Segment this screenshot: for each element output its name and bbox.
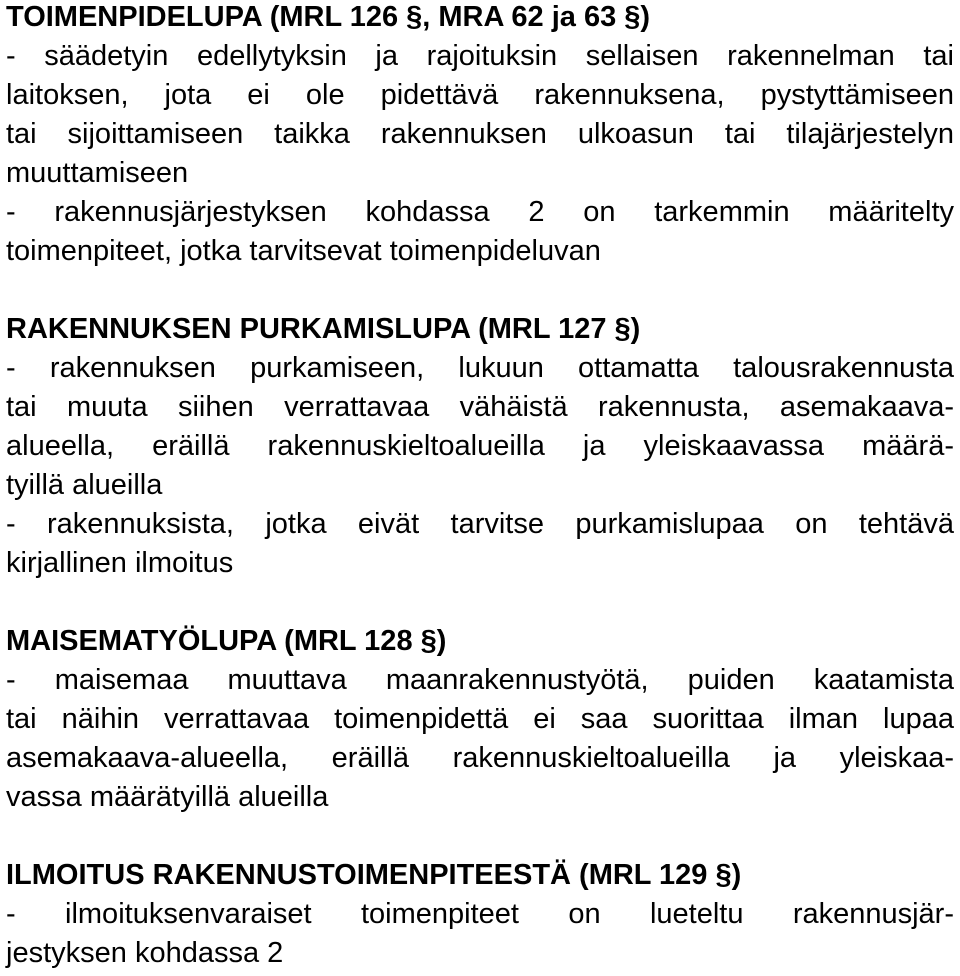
section-heading: RAKENNUKSEN PURKAMISLUPA (MRL 127 §) [6, 313, 641, 345]
paragraph-line: tai muuta siihen verrattavaa vähäistä rakennusta, asemakaava- [6, 391, 954, 423]
section-heading: TOIMENPIDELUPA (MRL 126 §, MRA 62 ja 63 §) [6, 1, 651, 33]
paragraph-line: tyillä alueilla [6, 469, 163, 501]
paragraph-line: toimenpiteet, jotka tarvitsevat toimenpideluvan [6, 235, 601, 267]
paragraph-line: - säädetyin edellytyksin ja rajoituksin sellaisen rakennelman tai [6, 40, 954, 72]
section-heading: MAISEMATYÖLUPA (MRL 128 §) [6, 625, 447, 657]
section-maisematyolupa [6, 622, 954, 817]
paragraph-line: - rakennuksista, jotka eivät tarvitse purkamislupaa on tehtävä [6, 508, 954, 540]
section-spacer [6, 817, 954, 856]
section-purkamislupa [6, 310, 954, 583]
paragraph-line: tai näihin verrattavaa toimenpidettä ei saa suorittaa ilman lupaa [6, 703, 954, 735]
paragraph-line: alueella, eräillä rakennuskieltoalueilla ja yleiskaavassa määrä- [6, 430, 954, 462]
paragraph-line: - rakennuksen purkamiseen, lukuun ottamatta talousrakennusta [6, 352, 954, 384]
paragraph-line: jestyksen kohdassa 2 [6, 937, 284, 969]
paragraph-line: laitoksen, jota ei ole pidettävä rakennuksena, pystyttämiseen [6, 79, 954, 111]
section-ilmoitus [6, 856, 954, 973]
paragraph-line: asemakaava-alueella, eräillä rakennuskieltoalueilla ja yleiskaa- [6, 742, 954, 774]
paragraph-line: muuttamiseen [6, 157, 189, 189]
paragraph-line: kirjallinen ilmoitus [6, 547, 234, 579]
paragraph-line: - maisemaa muuttava maanrakennustyötä, puiden kaatamista [6, 664, 954, 696]
section-heading: ILMOITUS RAKENNUSTOIMENPITEESTÄ (MRL 129 §) [6, 859, 742, 891]
paragraph-line: tai sijoittamiseen taikka rakennuksen ulkoasun tai tilajärjestelyn [6, 118, 954, 150]
paragraph-line: - ilmoituksenvaraiset toimenpiteet on lueteltu rakennusjär- [6, 898, 954, 930]
paragraph-line: vassa määrätyillä alueilla [6, 781, 329, 813]
section-spacer [6, 271, 954, 310]
paragraph-line: - rakennusjärjestyksen kohdassa 2 on tarkemmin määritelty [6, 196, 954, 228]
document-body [6, 0, 954, 973]
section-spacer [6, 583, 954, 622]
section-toimenpidelupa [6, 0, 954, 271]
